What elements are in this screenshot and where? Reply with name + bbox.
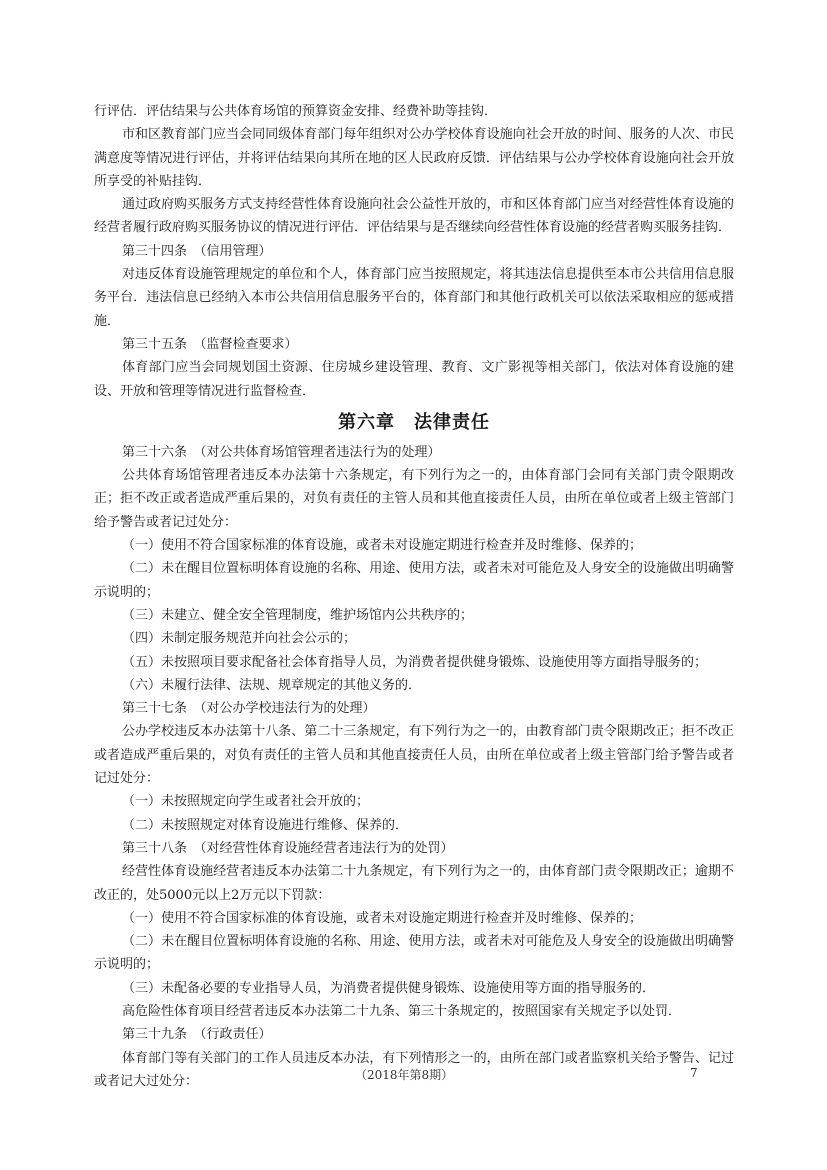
article-heading: 第三十八条 （对经营性体育设施经营者违法行为的处罚） [122, 840, 454, 856]
article-heading: 第三十四条 （信用管理） [122, 243, 272, 259]
paragraph: 公办学校违反本办法第十八条、第二十三条规定，有下列行为之一的，由教育部门责令限期改正；拒不改正或者造成严重后果的，对负有责任的主管人员和其他直接责任人员，由所在单位或者上级主管部门给予警告或者记过处分： [94, 724, 734, 787]
section-bottom [94, 441, 734, 1093]
paragraph: （二）未按照规定对体育设施进行维修、保养的． [122, 817, 409, 833]
paragraph: （二）未在醒目位置标明体育设施的名称、用途、使用方法，或者未对可能危及人身安全的设施做出明确警示说明的； [94, 934, 734, 973]
paragraph: 公共体育场馆管理者违反本办法第十六条规定，有下列行为之一的，由体育部门会同有关部门责令限期改正；拒不改正或者造成严重后果的，对负有责任的主管人员和其他直接责任人员，由所在单位或者上级主管部门给予警告或者记过处分： [94, 468, 734, 530]
paragraph: （一）未按照规定向学生或者社会开放的； [122, 794, 370, 810]
article-heading: 第三十七条 （对公办学校违法行为的处理） [122, 701, 376, 717]
paragraph: （五）未按照项目要求配备社会体育指导人员，为消费者提供健身锻炼、设施使用等方面指导服务的； [122, 654, 708, 670]
article-heading: 第三十五条 （监督检查要求） [122, 336, 298, 352]
paragraph: 体育部门等有关部门的工作人员违反本办法，有下列情形之一的，由所在部门或者监察机关给予警告、记过或者记大过处分： [94, 1050, 734, 1089]
paragraph: （二）未在醒目位置标明体育设施的名称、用途、使用方法，或者未对可能危及人身安全的设施做出明确警示说明的； [94, 561, 734, 600]
paragraph: 经营性体育设施经营者违反本办法第二十九条规定，有下列行为之一的，由体育部门责令限期改正；逾期不改正的，处5000元以上2万元以下罚款： [94, 864, 734, 903]
paragraph: 对违反体育设施管理规定的单位和个人，体育部门应当按照规定，将其违法信息提供至本市公共信用信息服务平台．违法信息已经纳入本市公共信用信息服务平台的，体育部门和其他行政机关可以依法采取相应的惩戒措施． [94, 267, 734, 329]
paragraph: 高危险性体育项目经营者违反本办法第二十九条、第三十条规定的，按照国家有关规定予以处罚． [122, 1003, 682, 1019]
paragraph: （六）未履行法律、法规、规章规定的其他义务的． [122, 677, 422, 693]
page-content [94, 100, 734, 1093]
paragraph: （一）使用不符合国家标准的体育设施，或者未对设施定期进行检查并及时维修、保养的； [122, 538, 643, 554]
article-heading: 第三十六条 （对公共体育场馆管理者违法行为的处理） [122, 444, 441, 460]
chapter-title: 第六章 法律责任 [338, 411, 490, 433]
article-heading: 第三十九条 （行政责任） [122, 1027, 272, 1043]
issue-label: （2018年第8期） [355, 1068, 454, 1082]
paragraph: 市和区教育部门应当会同同级体育部门每年组织对公办学校体育设施向社会开放的时间、服务的人次、市民满意度等情况进行评估，并将评估结果向其所在地的区人民政府反馈．评估结果与公办学校体育设施向社会开放所享受的补贴挂钩． [94, 127, 734, 189]
paragraph: 行评估．评估结果与公共体育场馆的预算资金安排、经费补助等挂钩． [94, 104, 498, 119]
section-top [94, 100, 734, 403]
paragraph: （三）未配备必要的专业指导人员，为消费者提供健身锻炼、设施使用等方面的指导服务的． [122, 980, 656, 996]
paragraph: （一）使用不符合国家标准的体育设施，或者未对设施定期进行检查并及时维修、保养的； [122, 910, 643, 926]
paragraph: （四）未制定服务规范并向社会公示的； [122, 631, 357, 647]
page-number: 7 [690, 1066, 698, 1080]
paragraph: 体育部门应当会同规划国土资源、住房城乡建设管理、教育、文广影视等相关部门，依法对体育设施的建设、开放和管理等情况进行监督检查． [94, 360, 734, 399]
paragraph: 通过政府购买服务方式支持经营性体育设施向社会公益性开放的，市和区体育部门应当对经营性体育设施的经营者履行政府购买服务协议的情况进行评估．评估结果与是否继续向经营性体育设施的经营者购买服务挂钩． [94, 197, 734, 236]
paragraph: （三）未建立、健全安全管理制度，维护场馆内公共秩序的； [122, 607, 474, 623]
